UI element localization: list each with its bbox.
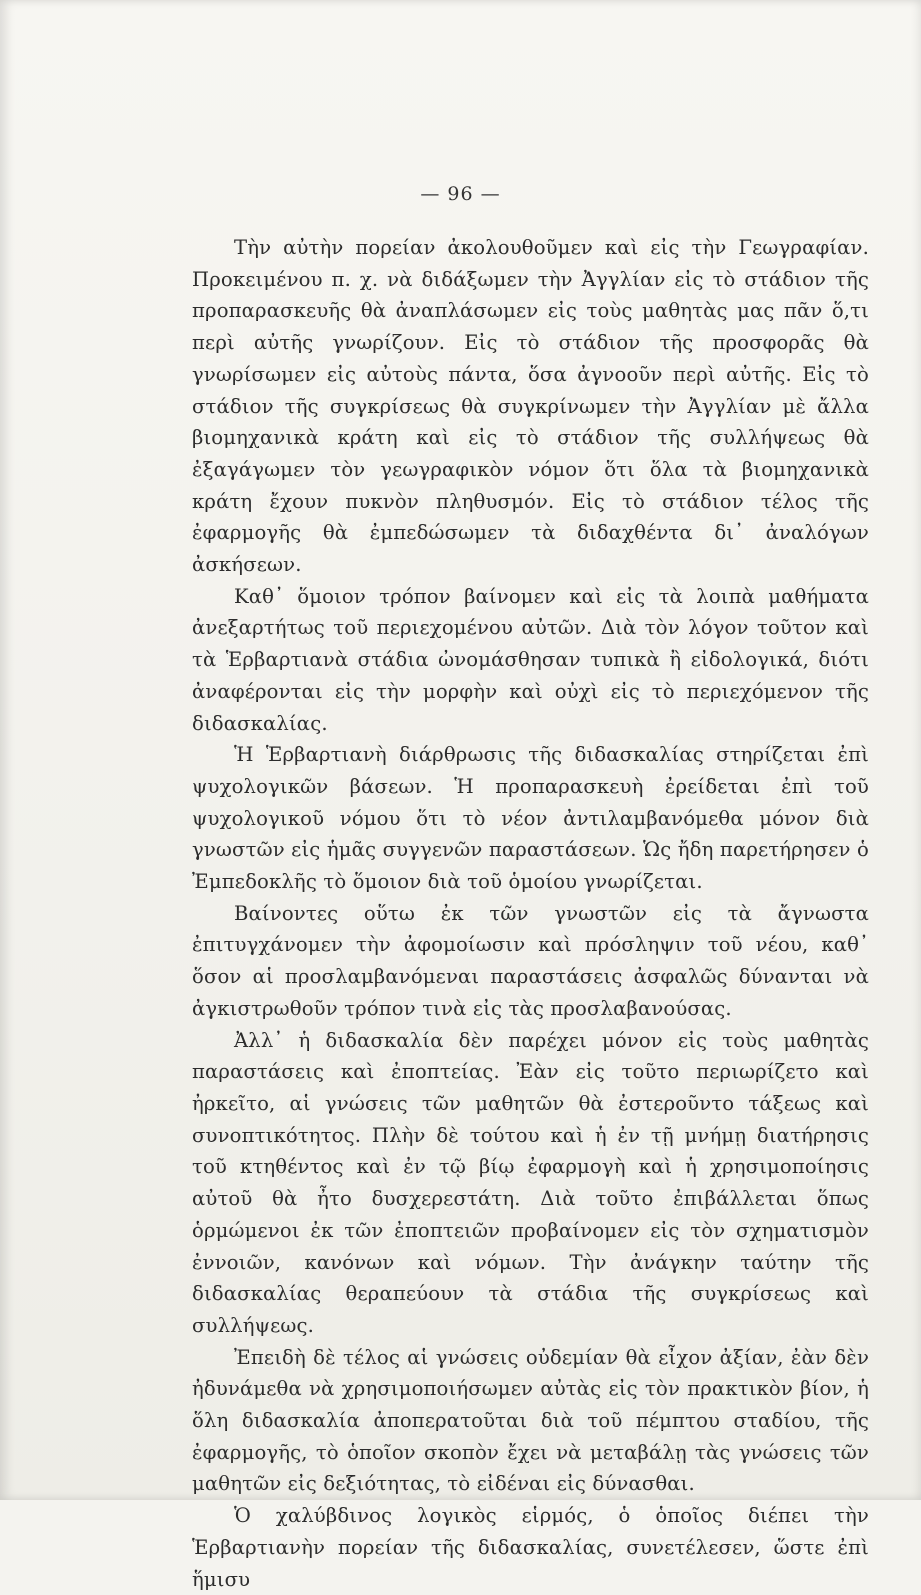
paragraph-continued: Ὁ χαλύβδινος λογικὸς εἱρμός, ὁ ὁποῖος διέπει τὴν Ἑρβαρτιανὴν πορείαν τῆς διδασκαλίας, συνετέλεσεν, ὥστε ἐπὶ ἥμισυ — [192, 1504, 869, 1591]
paragraph: Ἐπειδὴ δὲ τέλος αἱ γνώσεις οὐδεμίαν θὰ εἶχον ἀξίαν, ἐὰν δὲν ἠδυνάμεθα νὰ χρησιμοποιήσωμεν αὐτὰς εἰς τὸν πρακτικὸν βίον, ἡ ὅλη διδασκαλία ἀποπερατοῦται διὰ τοῦ πέμπτου σταδίου, τῆς ἐφαρμογῆς, τὸ ὁποῖον σκοπὸν ἔχει νὰ μεταβάλῃ τὰς γνώσεις τῶν μαθητῶν εἰς δεξιότητας, τὸ εἰδέναι εἰς δύνασθαι. — [192, 1345, 869, 1496]
page-number: — 96 — — [420, 183, 501, 205]
body-text — [192, 232, 869, 1595]
paragraph: Καθ᾽ ὅμοιον τρόπον βαίνομεν καὶ εἰς τὰ λοιπὰ μαθήματα ἀνεξαρτήτως τοῦ περιεχομένου αὐτῶν. Διὰ τὸν λόγον τοῦτον καὶ τὰ Ἑρβαρτιανὰ στάδια ὠνομάσθησαν τυπικὰ ἢ εἰδολογικά, διότι ἀναφέρονται εἰς τὴν μορφὴν καὶ οὐχὶ εἰς τὸ περιεχόμενον τῆς διδασκαλίας. — [192, 584, 869, 735]
paragraph: Βαίνοντες οὕτω ἐκ τῶν γνωστῶν εἰς τὰ ἄγνωστα ἐπιτυγχάνομεν τὴν ἀφομοίωσιν καὶ πρόσληψιν τοῦ νέου, καθ᾽ ὅσον αἱ προσλαμβανόμεναι παραστάσεις ἀσφαλῶς δύνανται νὰ ἀγκιστρωθοῦν τρόπον τινὰ εἰς τὰς προσλαβανούσας. — [192, 901, 869, 1020]
paragraph: Τὴν αὐτὴν πορείαν ἀκολουθοῦμεν καὶ εἰς τὴν Γεωγραφίαν. Προκειμένου π. χ. νὰ διδάξωμεν τὴν Ἀγγλίαν εἰς τὸ στάδιον τῆς προπαρασκευῆς θὰ ἀναπλάσωμεν εἰς τοὺς μαθητὰς μας πᾶν ὅ,τι περὶ αὐτῆς γνωρίζουν. Εἰς τὸ στάδιον τῆς προσφορᾶς θὰ γνωρίσωμεν εἰς αὐτοὺς πάντα, ὅσα ἀγνοοῦν περὶ αὐτῆς. Εἰς τὸ στάδιον τῆς συγκρίσεως θὰ συγκρίνωμεν τὴν Ἀγγλίαν μὲ ἄλλα βιομηχανικὰ κράτη καὶ εἰς τὸ στάδιον τῆς συλλήψεως θὰ ἐξαγάγωμεν τὸν γεωγραφικὸν νόμον ὅτι ὅλα τὰ βιομηχανικὰ κράτη ἔχουν πυκνὸν πληθυσμόν. Εἰς τὸ στάδιον τέλος τῆς ἐφαρμογῆς θὰ ἐμπεδώσωμεν τὰ διδαχθέντα δι᾽ ἀναλόγων ἀσκήσεων. — [192, 236, 869, 577]
paragraph: Ἀλλ᾽ ἡ διδασκαλία δὲν παρέχει μόνον εἰς τοὺς μαθητὰς παραστάσεις καὶ ἐποπτείας. Ἐὰν εἰς τοῦτο περιωρίζετο καὶ ἠρκεῖτο, αἱ γνώσεις τῶν μαθητῶν θὰ ἐστεροῦντο τάξεως καὶ συνοπτικότητος. Πλὴν δὲ τούτου καὶ ἡ ἐν τῇ μνήμῃ διατήρησις τοῦ κτηθέντος καὶ ἐν τῷ βίῳ ἐφαρμογὴ καὶ ἡ χρησιμοποίησις αὐτοῦ θὰ ἦτο δυσχερεστάτη. Διὰ τοῦτο ἐπιβάλλεται ὅπως ὁρμώμενοι ἐκ τῶν ἐποπτειῶν προβαίνομεν εἰς τὸν σχηματισμὸν ἐννοιῶν, κανόνων καὶ νόμων. Τὴν ἀνάγκην ταύτην τῆς διδασκαλίας θεραπεύουν τὰ στάδια τῆς συγκρίσεως καὶ συλλήψεως. — [192, 1028, 869, 1337]
paragraph: Ἡ Ἑρβαρτιανὴ διάρθρωσις τῆς διδασκαλίας στηρίζεται ἐπὶ ψυχολογικῶν βάσεων. Ἡ προπαρασκευὴ ἐρείδεται ἐπὶ τοῦ ψυχολογικοῦ νόμου ὅτι τὸ νέον ἀντιλαμβανόμεθα μόνον διὰ γνωστῶν εἰς ἡμᾶς συγγενῶν παραστάσεων. Ὡς ἤδη παρετήρησεν ὁ Ἐμπεδοκλῆς τὸ ὅμοιον διὰ τοῦ ὁμοίου γνωρίζεται. — [192, 743, 869, 894]
